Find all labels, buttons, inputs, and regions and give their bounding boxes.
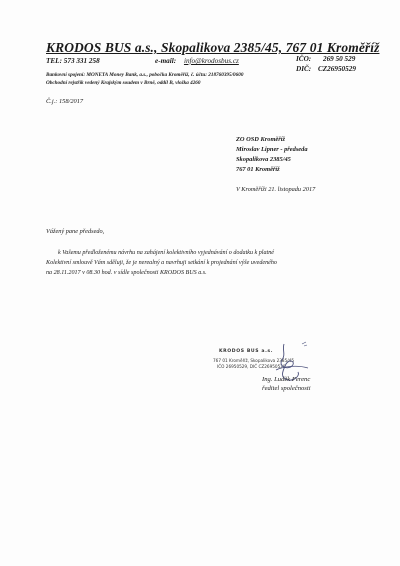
phone-number: TEL: 573 331 258 bbox=[46, 57, 100, 65]
body-paragraph bbox=[46, 249, 277, 278]
body-line-2: Kolektivní smlouvě Vám sděluji, že je nerealný a navrhuji setkání k projednání výše uvedeného bbox=[46, 259, 277, 266]
ico-label: IČO: bbox=[296, 55, 312, 63]
dic-label: DIČ: bbox=[296, 65, 312, 73]
stamp-line-3: IČO 26950529, DIČ CZ26950529 bbox=[217, 364, 286, 369]
dic-row bbox=[296, 65, 356, 73]
recipient-line-2: Miroslav Lipner - předseda bbox=[236, 146, 308, 153]
body-line-1: k Vašemu předloženému návrhu na zahájení kolektivního vyjednávání o dodatku k platné bbox=[58, 250, 274, 256]
ico-value: 269 50 529 bbox=[322, 55, 356, 63]
company-header: KRODOS BUS a.s., Skopalikova 2385/45, 767 01 Kroměříž bbox=[46, 40, 380, 55]
reference-number: Č.j.: 158/2017 bbox=[46, 98, 84, 105]
body-line-3: na 28.11.2017 v 08.30 hod. v sídle společnosti KRODOS BUS a.s. bbox=[46, 269, 207, 276]
recipient-line-3: Skopalikova 2385/45 bbox=[236, 156, 291, 163]
recipient-address bbox=[236, 135, 308, 175]
registry-info: Obchodní rejstřík vedený Krajským soudem v Brně, oddíl B, vložka 4260 bbox=[46, 80, 201, 86]
dic-value: CZ26950529 bbox=[317, 65, 356, 73]
recipient-line-4: 767 01 Kroměříž bbox=[236, 166, 280, 173]
date-line: V Kroměříži 21. listopadu 2017 bbox=[236, 186, 316, 193]
signatory-title: ředitel společnosti bbox=[262, 385, 311, 392]
ico-row bbox=[296, 55, 355, 63]
stamp-line-2: 767 01 Kroměříž, Skopalikova 2385/45 bbox=[213, 358, 294, 363]
email-link[interactable]: info@krodosbus.cz bbox=[183, 57, 239, 65]
email-label: e-mail: bbox=[155, 57, 177, 65]
email-row bbox=[155, 57, 239, 65]
stamp-line-1: KRODOS BUS a.s. bbox=[219, 349, 274, 354]
salutation: Vážený pane předsedo, bbox=[46, 228, 105, 235]
recipient-line-1: ZO OSD Kroměříž bbox=[236, 136, 286, 143]
signatory-name: Ing. Luděk Ferenc bbox=[262, 376, 311, 383]
bank-info: Bankovní spojení: MONETA Money Bank, a.s., pobočka Kroměříž, č. účtu: 218760395/0600 bbox=[46, 72, 244, 78]
